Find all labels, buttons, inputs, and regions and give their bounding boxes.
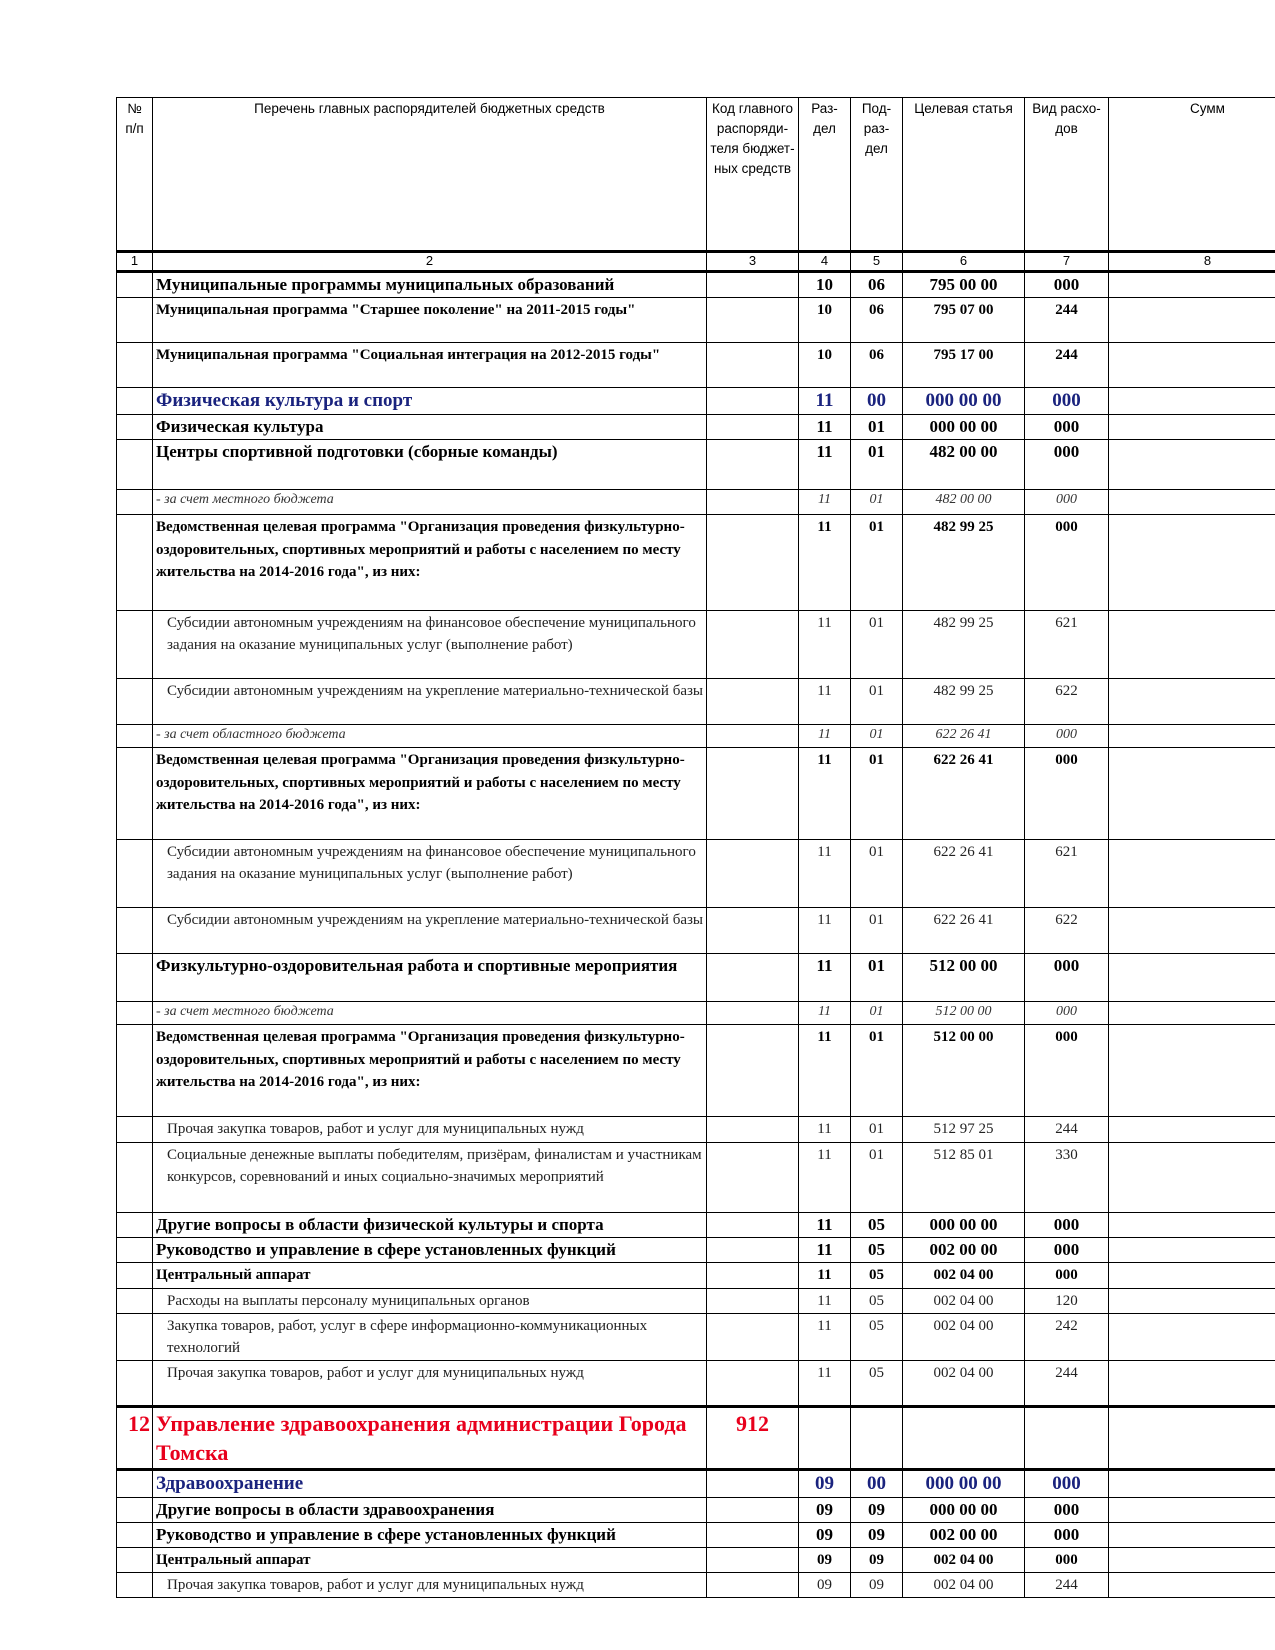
row-razdel: 11 [799,515,851,611]
row-expense-type: 622 [1025,679,1109,725]
row-target-article: 622 26 41 [903,725,1025,748]
column-number: 3 [707,252,799,272]
row-amount [1109,388,1275,415]
column-number: 7 [1025,252,1109,272]
row-amount [1109,1573,1275,1598]
row-number [117,1313,153,1360]
row-number [117,954,153,1002]
row-budget-code [707,440,799,490]
row-razdel: 11 [799,1238,851,1263]
table-row [117,298,1275,343]
header-vid: Вид расхо-дов [1025,98,1109,252]
row-target-article: 482 00 00 [903,440,1025,490]
row-number [117,415,153,440]
row-target-article: 622 26 41 [903,908,1025,954]
row-target-article: 000 00 00 [903,388,1025,415]
table-row [117,1497,1275,1522]
row-number [117,1469,153,1497]
row-podrazdel: 05 [851,1263,903,1289]
row-podrazdel: 01 [851,908,903,954]
row-expense-type: 000 [1025,748,1109,840]
table-row [117,1143,1275,1213]
row-podrazdel: 09 [851,1573,903,1598]
table-body [117,272,1275,1598]
table-row [117,490,1275,515]
row-target-article: 482 00 00 [903,490,1025,515]
row-budget-code [707,1117,799,1143]
row-name: Ведомственная целевая программа "Организация проведения физкультурно-оздоровительных, спортивных мероприятий и работы с населением по месту жительства на 2014-2016 года", из них: [153,748,707,840]
row-podrazdel: 05 [851,1360,903,1406]
row-target-article: 002 00 00 [903,1522,1025,1547]
row-amount [1109,1143,1275,1213]
row-podrazdel: 09 [851,1547,903,1573]
header-razdel: Раз-дел [799,98,851,252]
row-podrazdel: 09 [851,1522,903,1547]
column-number: 2 [153,252,707,272]
row-number [117,1025,153,1117]
row-expense-type: 000 [1025,725,1109,748]
row-budget-code [707,725,799,748]
row-budget-code: 912 [707,1406,799,1469]
row-name: Центры спортивной подготовки (сборные команды) [153,440,707,490]
row-budget-code [707,679,799,725]
row-target-article: 002 00 00 [903,1238,1025,1263]
row-expense-type: 000 [1025,1469,1109,1497]
row-number [117,908,153,954]
row-podrazdel: 06 [851,343,903,388]
row-budget-code [707,1573,799,1598]
row-target-article: 000 00 00 [903,415,1025,440]
row-podrazdel: 06 [851,272,903,298]
table-row [117,1263,1275,1289]
row-name: Руководство и управление в сфере установленных функций [153,1238,707,1263]
row-expense-type: 000 [1025,1263,1109,1289]
row-name: Физкультурно-оздоровительная работа и спортивные мероприятия [153,954,707,1002]
row-budget-code [707,1263,799,1289]
header-code: Код главного распоряди-теля бюджет-ных средств [707,98,799,252]
row-amount [1109,1522,1275,1547]
table-row [117,1573,1275,1598]
row-number: 12 [117,1406,153,1469]
row-podrazdel: 01 [851,490,903,515]
row-podrazdel: 09 [851,1497,903,1522]
row-number [117,272,153,298]
row-number [117,1002,153,1025]
row-number [117,1213,153,1238]
row-expense-type: 622 [1025,908,1109,954]
row-name: Муниципальная программа "Социальная интеграция на 2012-2015 годы" [153,343,707,388]
row-number [117,725,153,748]
column-number: 8 [1109,252,1275,272]
row-name: Прочая закупка товаров, работ и услуг для муниципальных нужд [153,1360,707,1406]
row-name: Субсидии автономным учреждениям на укрепление материально-технической базы [153,679,707,725]
row-name: Физическая культура [153,415,707,440]
row-number [117,1497,153,1522]
table-row [117,1522,1275,1547]
row-budget-code [707,954,799,1002]
row-name: Субсидии автономным учреждениям на финансовое обеспечение муниципального задания на оказание муниципальных услуг (выполнение работ) [153,611,707,679]
row-amount [1109,1288,1275,1313]
row-expense-type: 000 [1025,415,1109,440]
row-razdel: 11 [799,1263,851,1289]
table-row [117,1547,1275,1573]
header-name: Перечень главных распорядителей бюджетных средств [153,98,707,252]
row-number [117,1573,153,1598]
row-name: Другие вопросы в области здравоохранения [153,1497,707,1522]
row-target-article: 000 00 00 [903,1497,1025,1522]
row-budget-code [707,908,799,954]
row-target-article: 512 85 01 [903,1143,1025,1213]
row-budget-code [707,1288,799,1313]
row-name: Центральный аппарат [153,1547,707,1573]
row-expense-type: 244 [1025,1360,1109,1406]
row-number [117,515,153,611]
table-row [117,343,1275,388]
row-razdel: 11 [799,725,851,748]
row-target-article: 002 04 00 [903,1313,1025,1360]
row-razdel: 11 [799,954,851,1002]
row-razdel: 11 [799,1025,851,1117]
row-number [117,1288,153,1313]
row-razdel: 11 [799,1143,851,1213]
row-budget-code [707,840,799,908]
table-row [117,440,1275,490]
row-name: Другие вопросы в области физической культуры и спорта [153,1213,707,1238]
row-target-article: 795 00 00 [903,272,1025,298]
row-target-article: 512 00 00 [903,1025,1025,1117]
row-podrazdel: 00 [851,388,903,415]
row-budget-code [707,343,799,388]
row-name: Управление здравоохранения администрации Города Томска [153,1406,707,1469]
row-razdel: 09 [799,1497,851,1522]
row-name: Прочая закупка товаров, работ и услуг для муниципальных нужд [153,1117,707,1143]
row-amount [1109,1213,1275,1238]
row-number [117,1117,153,1143]
row-name: Прочая закупка товаров, работ и услуг для муниципальных нужд [153,1573,707,1598]
table-row [117,1238,1275,1263]
row-razdel: 11 [799,388,851,415]
column-number: 4 [799,252,851,272]
table-row [117,611,1275,679]
table-row [117,1213,1275,1238]
row-name: - за счет областного бюджета [153,725,707,748]
row-number [117,1143,153,1213]
table-row [117,1002,1275,1025]
row-budget-code [707,1360,799,1406]
header-podrazdel: Под-раз-дел [851,98,903,252]
row-amount [1109,611,1275,679]
row-target-article: 622 26 41 [903,840,1025,908]
row-razdel: 11 [799,1213,851,1238]
table-row [117,1025,1275,1117]
row-podrazdel: 01 [851,748,903,840]
table-row [117,725,1275,748]
row-expense-type: 000 [1025,388,1109,415]
row-name: Муниципальная программа "Старшее поколение" на 2011-2015 годы" [153,298,707,343]
row-razdel: 09 [799,1547,851,1573]
row-budget-code [707,415,799,440]
column-number: 6 [903,252,1025,272]
row-podrazdel: 05 [851,1213,903,1238]
row-target-article: 482 99 25 [903,611,1025,679]
row-podrazdel: 05 [851,1238,903,1263]
row-budget-code [707,611,799,679]
row-razdel: 11 [799,679,851,725]
row-razdel: 11 [799,840,851,908]
row-amount [1109,343,1275,388]
row-amount [1109,725,1275,748]
row-amount [1109,1263,1275,1289]
row-expense-type: 000 [1025,1025,1109,1117]
row-target-article [903,1406,1025,1469]
row-target-article: 002 04 00 [903,1288,1025,1313]
row-number [117,679,153,725]
row-podrazdel: 01 [851,515,903,611]
row-number [117,1263,153,1289]
row-budget-code [707,388,799,415]
row-podrazdel: 01 [851,1002,903,1025]
row-name: - за счет местного бюджета [153,490,707,515]
row-razdel: 11 [799,1313,851,1360]
header-statya: Целевая статья [903,98,1025,252]
row-expense-type: 244 [1025,1117,1109,1143]
row-expense-type: 244 [1025,1573,1109,1598]
table-row [117,840,1275,908]
row-expense-type: 244 [1025,343,1109,388]
row-podrazdel: 01 [851,611,903,679]
row-budget-code [707,1213,799,1238]
row-amount [1109,954,1275,1002]
row-amount [1109,748,1275,840]
row-razdel: 11 [799,1288,851,1313]
column-number-row [117,252,1275,272]
row-razdel: 11 [799,908,851,954]
row-target-article: 002 04 00 [903,1547,1025,1573]
row-podrazdel: 01 [851,954,903,1002]
table-row [117,908,1275,954]
row-number [117,1547,153,1573]
table-row [117,1117,1275,1143]
row-amount [1109,1238,1275,1263]
row-target-article: 795 07 00 [903,298,1025,343]
row-expense-type: 000 [1025,490,1109,515]
row-expense-type [1025,1406,1109,1469]
row-podrazdel: 01 [851,840,903,908]
row-number [117,1238,153,1263]
row-amount [1109,1025,1275,1117]
header-num: № п/п [117,98,153,252]
row-budget-code [707,1522,799,1547]
row-budget-code [707,490,799,515]
table-row [117,1469,1275,1497]
row-expense-type: 000 [1025,1547,1109,1573]
row-target-article: 000 00 00 [903,1213,1025,1238]
row-number [117,1360,153,1406]
table-row [117,388,1275,415]
row-expense-type: 621 [1025,840,1109,908]
column-number: 5 [851,252,903,272]
row-razdel: 11 [799,440,851,490]
row-razdel: 09 [799,1522,851,1547]
row-razdel: 11 [799,611,851,679]
table-row [117,1288,1275,1313]
row-number [117,388,153,415]
column-number: 1 [117,252,153,272]
row-expense-type: 242 [1025,1313,1109,1360]
row-target-article: 512 00 00 [903,954,1025,1002]
row-budget-code [707,298,799,343]
row-number [117,840,153,908]
row-razdel: 11 [799,415,851,440]
row-name: Руководство и управление в сфере установленных функций [153,1522,707,1547]
row-razdel: 10 [799,298,851,343]
budget-table [116,97,1275,1598]
row-budget-code [707,1497,799,1522]
row-budget-code [707,1002,799,1025]
row-name: Ведомственная целевая программа "Организация проведения физкультурно-оздоровительных, спортивных мероприятий и работы с населением по месту жительства на 2014-2016 года", из них: [153,1025,707,1117]
row-target-article: 512 00 00 [903,1002,1025,1025]
row-amount [1109,298,1275,343]
row-number [117,298,153,343]
row-expense-type: 244 [1025,298,1109,343]
row-budget-code [707,1025,799,1117]
row-podrazdel: 06 [851,298,903,343]
row-podrazdel: 01 [851,1117,903,1143]
row-expense-type: 000 [1025,1497,1109,1522]
row-budget-code [707,272,799,298]
row-target-article: 512 97 25 [903,1117,1025,1143]
row-name: Физическая культура и спорт [153,388,707,415]
row-target-article: 482 99 25 [903,515,1025,611]
header-row [117,98,1275,252]
row-amount [1109,515,1275,611]
row-razdel: 10 [799,272,851,298]
row-podrazdel: 05 [851,1313,903,1360]
row-number [117,343,153,388]
row-razdel: 09 [799,1573,851,1598]
row-amount [1109,908,1275,954]
row-podrazdel: 00 [851,1469,903,1497]
row-expense-type: 000 [1025,272,1109,298]
row-expense-type: 120 [1025,1288,1109,1313]
row-number [117,490,153,515]
row-podrazdel [851,1406,903,1469]
row-number [117,748,153,840]
row-amount [1109,679,1275,725]
row-amount [1109,1547,1275,1573]
row-podrazdel: 05 [851,1288,903,1313]
row-amount [1109,1313,1275,1360]
table-row [117,415,1275,440]
row-amount [1109,272,1275,298]
row-razdel: 11 [799,490,851,515]
row-podrazdel: 01 [851,1025,903,1117]
row-name: Муниципальные программы муниципальных образований [153,272,707,298]
row-razdel: 11 [799,1002,851,1025]
row-expense-type: 000 [1025,1213,1109,1238]
row-amount [1109,1469,1275,1497]
row-podrazdel: 01 [851,725,903,748]
row-name: Ведомственная целевая программа "Организация проведения физкультурно-оздоровительных, спортивных мероприятий и работы с населением по месту жительства на 2014-2016 года", из них: [153,515,707,611]
row-amount [1109,1117,1275,1143]
row-podrazdel: 01 [851,440,903,490]
row-expense-type: 000 [1025,1522,1109,1547]
row-target-article: 622 26 41 [903,748,1025,840]
row-name: Социальные денежные выплаты победителям, призёрам, финалистам и участникам конкурсов, соревнований и иных социально-значимых мероприятий [153,1143,707,1213]
table-row [117,515,1275,611]
row-razdel: 11 [799,1360,851,1406]
row-name: Субсидии автономным учреждениям на финансовое обеспечение муниципального задания на оказание муниципальных услуг (выполнение работ) [153,840,707,908]
row-expense-type: 000 [1025,515,1109,611]
row-name: Здравоохранение [153,1469,707,1497]
row-budget-code [707,1547,799,1573]
row-razdel [799,1406,851,1469]
row-name: Закупка товаров, работ, услуг в сфере информационно-коммуникационных технологий [153,1313,707,1360]
row-podrazdel: 01 [851,679,903,725]
row-target-article: 002 04 00 [903,1360,1025,1406]
row-amount [1109,415,1275,440]
row-amount [1109,1360,1275,1406]
row-target-article: 002 04 00 [903,1263,1025,1289]
row-amount [1109,490,1275,515]
table-row [117,679,1275,725]
row-budget-code [707,1143,799,1213]
table-row [117,954,1275,1002]
row-amount [1109,1497,1275,1522]
row-budget-code [707,515,799,611]
table-row [117,272,1275,298]
table-row [117,748,1275,840]
row-expense-type: 000 [1025,1002,1109,1025]
row-number [117,611,153,679]
row-budget-code [707,748,799,840]
row-budget-code [707,1469,799,1497]
row-name: - за счет местного бюджета [153,1002,707,1025]
row-expense-type: 000 [1025,954,1109,1002]
row-budget-code [707,1238,799,1263]
row-target-article: 795 17 00 [903,343,1025,388]
row-podrazdel: 01 [851,1143,903,1213]
row-target-article: 002 04 00 [903,1573,1025,1598]
row-target-article: 000 00 00 [903,1469,1025,1497]
row-razdel: 10 [799,343,851,388]
row-name: Центральный аппарат [153,1263,707,1289]
row-number [117,1522,153,1547]
row-name: Расходы на выплаты персоналу муниципальных органов [153,1288,707,1313]
table-row [117,1360,1275,1406]
row-expense-type: 000 [1025,440,1109,490]
row-target-article: 482 99 25 [903,679,1025,725]
row-expense-type: 330 [1025,1143,1109,1213]
row-razdel: 11 [799,1117,851,1143]
row-amount [1109,840,1275,908]
table-row [117,1406,1275,1469]
row-amount [1109,1002,1275,1025]
table-row [117,1313,1275,1360]
row-expense-type: 000 [1025,1238,1109,1263]
row-razdel: 11 [799,748,851,840]
row-amount [1109,440,1275,490]
row-number [117,440,153,490]
row-razdel: 09 [799,1469,851,1497]
row-amount [1109,1406,1275,1469]
row-name: Субсидии автономным учреждениям на укрепление материально-технической базы [153,908,707,954]
row-expense-type: 621 [1025,611,1109,679]
header-summa: Сумм [1109,98,1275,252]
row-podrazdel: 01 [851,415,903,440]
row-budget-code [707,1313,799,1360]
